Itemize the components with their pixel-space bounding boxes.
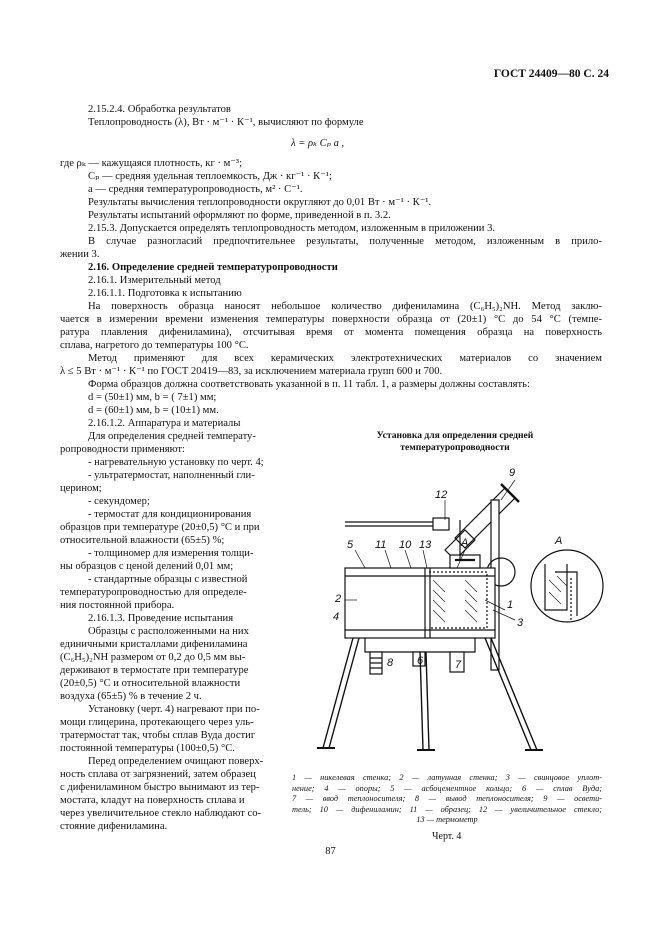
text-line: - термостат для кондиционирования bbox=[88, 509, 252, 520]
label-3: 3 bbox=[517, 617, 524, 629]
text-line: 2.16.1.3. Проведение испытания bbox=[88, 613, 234, 624]
label-6: 6 bbox=[417, 655, 424, 667]
label-10: 10 bbox=[399, 539, 412, 551]
caption-line: нение; 4 — опоры; 5 — асбоцементное кольцо; 6 — сплав Вуда; bbox=[292, 783, 602, 793]
text-line: ния постоянной прибора. bbox=[60, 600, 175, 611]
caption-line: тель; 10 — дифениламин; 11 — образец; 12 — увеличительное стекло; bbox=[292, 804, 602, 814]
text-line: На поверхность образца наносят небольшое количество дифениламина (C₆H₅)₂NH. Метод заклю- bbox=[88, 301, 602, 312]
text-line: 2.16.1.2. Аппаратура и материалы bbox=[88, 418, 241, 429]
text-line: ратура плавления дифениламина), отсчитывая время от момента помещения образца на поверхность bbox=[60, 327, 602, 338]
text-line: d = (50±1) мм, b = ( 7±1) мм; bbox=[88, 392, 217, 403]
label-7: 7 bbox=[455, 659, 462, 671]
caption-line: 1 — никелевая стенка; 2 — латунная стенка; 3 — свинцовое уплот- bbox=[292, 773, 602, 782]
illuminator bbox=[445, 484, 519, 560]
figure-title-line: температуропроводности bbox=[400, 442, 510, 453]
text-line: Форма образцов должна соответствовать указанной в п. 11 табл. 1, а размеры должны составлять: bbox=[88, 379, 530, 390]
text-line: - стандартные образцы с известной bbox=[88, 574, 248, 585]
text-line: где ρₖ — кажущаяся плотность, кг · м⁻³; bbox=[60, 158, 243, 169]
label-8: 8 bbox=[387, 657, 394, 669]
label-2: 2 bbox=[335, 593, 342, 605]
label-5: 5 bbox=[347, 539, 354, 551]
text-line: Перед определением очищают поверх- bbox=[88, 756, 264, 767]
text-line: с дифениламином быстро вынимают из тер- bbox=[60, 782, 260, 793]
detail-a bbox=[531, 550, 603, 622]
text-line: 2.16.1. Измерительный метод bbox=[88, 275, 221, 286]
label-9: 9 bbox=[509, 467, 516, 479]
text-line: 2.15.2.4. Обработка результатов bbox=[88, 104, 231, 115]
text-line: (20±0,5) °С и относительной влажности bbox=[60, 678, 241, 689]
detail-label-a: А bbox=[555, 535, 563, 547]
figure-number: Черт. 4 bbox=[432, 831, 462, 842]
text-line: - ультратермостат, наполненный гли- bbox=[88, 470, 255, 481]
text-line: мощи глицерина, протекающего через уль- bbox=[60, 717, 254, 728]
text-line: держивают в термостате при температуре bbox=[60, 665, 249, 676]
page-number: 87 bbox=[325, 846, 336, 857]
text-line: 2.16.1.1. Подготовка к испытанию bbox=[88, 288, 242, 299]
text-line: тратермостат так, чтобы сплав Вуда достиг bbox=[60, 730, 256, 741]
apparatus-drawing bbox=[305, 460, 605, 770]
label-11: 11 bbox=[375, 539, 387, 551]
text-line: стояние дифениламина. bbox=[60, 821, 168, 832]
label-12: 12 bbox=[435, 489, 448, 501]
figure-title bbox=[310, 430, 600, 454]
text-line: - нагревательную установку по черт. 4; bbox=[88, 457, 264, 468]
text-line: сплава, нагретого до температуры 100 °С. bbox=[60, 340, 249, 351]
text-line: λ ≤ 5 Вт · м⁻¹ · К⁻¹ по ГОСТ 20419—83, за исключением материала групп 600 и 700. bbox=[60, 366, 443, 377]
text-line: Cₚ — средняя удельная теплоемкость, Дж · кг⁻¹ · К⁻¹; bbox=[88, 171, 332, 182]
text-line: - толщиномер для измерения толщи- bbox=[88, 548, 254, 559]
text-line: Теплопроводность (λ), Вт · м⁻¹ · К⁻¹, вычисляют по формуле bbox=[88, 117, 364, 128]
text-line: Для определения средней температу- bbox=[88, 431, 256, 442]
text-line: Установку (черт. 4) нагревают при по- bbox=[88, 704, 260, 715]
text-line: (C₆H₅)₂NH размером от 0,2 до 0,5 мм вы- bbox=[60, 652, 246, 663]
text-line: Результаты испытаний оформляют по форме, приведенной в п. 3.2. bbox=[88, 210, 391, 221]
formula: λ = ρₖ Cₚ a , bbox=[291, 138, 345, 149]
text-line: - секундомер; bbox=[88, 496, 150, 507]
label-a: А bbox=[461, 537, 469, 549]
text-line: Результаты вычисления теплопроводности округляют до 0,01 Вт · м⁻¹ · К⁻¹. bbox=[88, 197, 432, 208]
text-line: единичными кристаллами дифениламина bbox=[60, 639, 248, 650]
figure-title-line: Установка для определения средней bbox=[376, 430, 534, 441]
text-line: a — средняя температуропроводность, м² · С⁻¹. bbox=[88, 184, 303, 195]
label-1: 1 bbox=[507, 599, 514, 611]
text-line: температуропроводностью для определе- bbox=[60, 587, 247, 598]
page-header: ГОСТ 24409—80 С. 24 bbox=[493, 68, 609, 80]
text-line: чается в измерении времени изменения температуры поверхности образца от (20±1) °С до 54 °С (темпе- bbox=[60, 314, 602, 325]
label-4: 4 bbox=[333, 611, 340, 623]
text-line: относительной влажности (65±5) %; bbox=[60, 535, 225, 546]
text-line: мостата, кладут на поверхность сплава и bbox=[60, 795, 245, 806]
text-line: 2.15.3. Допускается определять теплопроводность методом, изложенным в приложении 3. bbox=[88, 223, 496, 234]
text-line: Образцы с расположенными на них bbox=[88, 626, 249, 637]
text-line: ность сплава от загрязнений, затем образец bbox=[60, 769, 256, 780]
text-line: через увеличительное стекло наблюдают со- bbox=[60, 808, 262, 819]
text-line: образцов при температуре (20±0,5) °С и при bbox=[60, 522, 260, 533]
text-line: церином; bbox=[60, 483, 102, 494]
magnifier-arm bbox=[345, 518, 449, 530]
text-line: В случае разногласий предпочтительнее результаты, полученные методом, изложенным в прило- bbox=[88, 236, 602, 247]
text-line: постоянной температуры (100±0,5) °С. bbox=[60, 743, 235, 754]
text-line: Метод применяют для всех керамических электротехнических материалов со значением bbox=[88, 353, 602, 364]
caption-line: 13 — термометр bbox=[416, 815, 478, 824]
legs bbox=[317, 638, 543, 750]
section-heading: 2.16. Определение средней температуропроводности bbox=[88, 262, 338, 273]
text-line: ропроводности применяют: bbox=[60, 444, 185, 455]
text-line: ны образцов с ценой делений 0,01 мм; bbox=[60, 561, 234, 572]
label-13: 13 bbox=[419, 539, 432, 551]
figure-caption bbox=[292, 773, 602, 826]
text-line: воздуха (65±5) % в течение 2 ч. bbox=[60, 691, 202, 702]
caption-line: 7 — ввод теплоносителя; 8 — вывод теплоносителя; 9 — освети- bbox=[292, 794, 602, 803]
text-line: жении 3. bbox=[60, 249, 100, 260]
text-line: d = (60±1) мм, b = (10±1) мм. bbox=[88, 405, 219, 416]
